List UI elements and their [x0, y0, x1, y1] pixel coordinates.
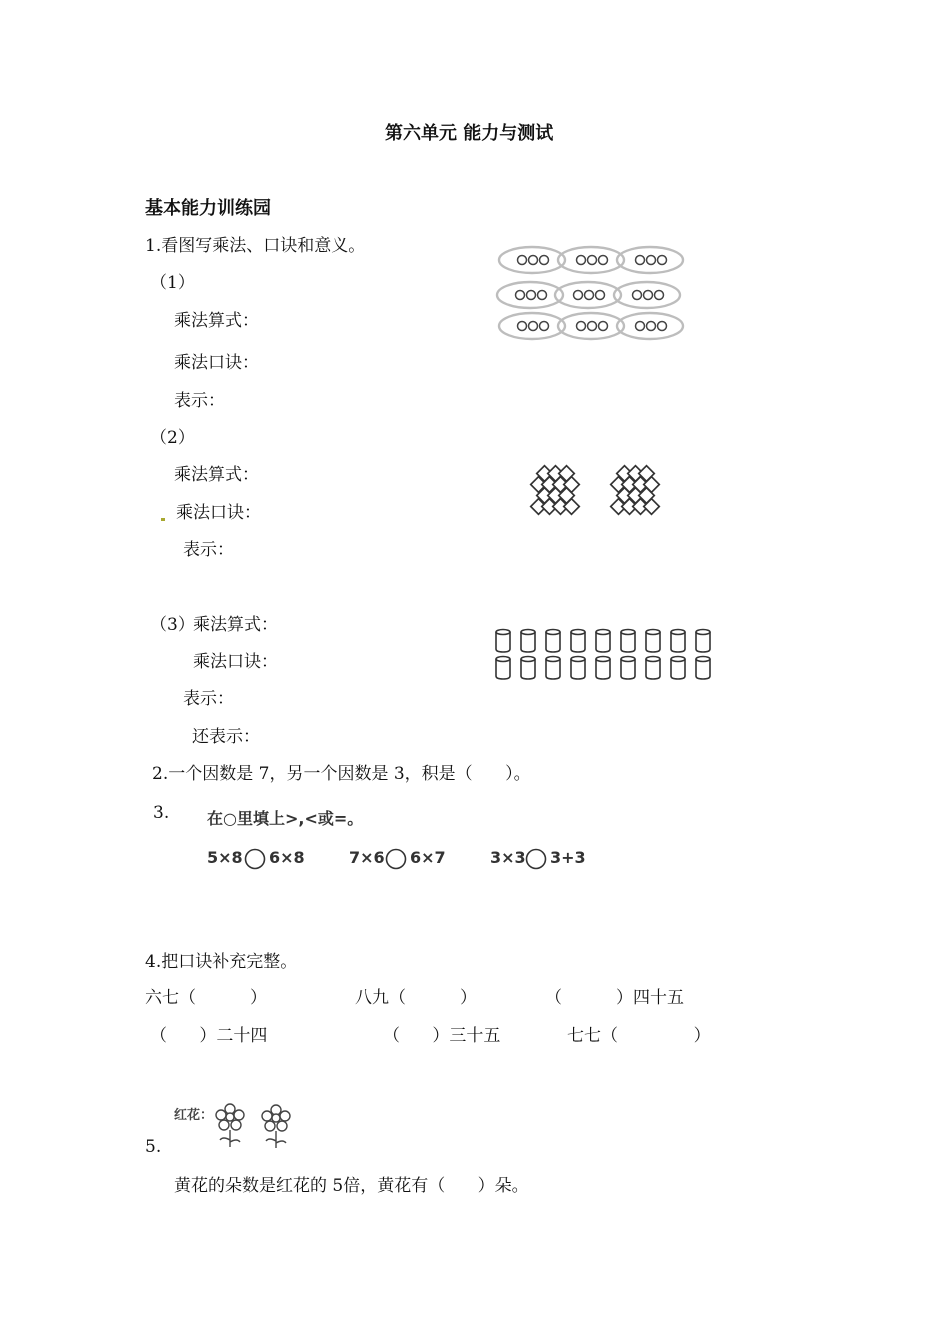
q4-row2-item3: 七七（ ） — [567, 1026, 711, 1046]
q3-item1-blank-circle[interactable] — [244, 848, 266, 870]
q1-part3-also-label: 还表示： — [192, 727, 260, 747]
q1-part2-label: （2） — [150, 428, 195, 448]
q5-number: 5. — [145, 1137, 162, 1157]
q4-row2-item1: （ ）二十四 — [150, 1026, 268, 1046]
q1-part2-formula-label: 乘法算式： — [174, 465, 259, 485]
q1-part3-rhyme-label: 乘法口诀： — [193, 652, 278, 672]
q1-part2-meaning-label: 表示： — [183, 540, 234, 560]
q1-stem: 1.看图写乘法、口诀和意义。 — [145, 236, 366, 256]
q3-number: 3. — [153, 803, 170, 823]
q5-text: 黄花的朵数是红花的 5倍，黄花有（ ）朵。 — [174, 1176, 529, 1196]
q1-part3-meaning-label: 表示： — [183, 689, 234, 709]
q3-item2-blank-circle[interactable] — [385, 848, 407, 870]
section-heading: 基本能力训练园 — [145, 198, 271, 219]
page-title: 第六单元 能力与测试 — [385, 123, 554, 144]
red-flower-icon — [259, 1104, 293, 1150]
cup-rows-figure — [492, 626, 717, 684]
q4-row1-item3: （ ）四十五 — [545, 988, 685, 1008]
q3-item1-right: 6×8 — [269, 848, 305, 867]
q1-part3-formula-label: 乘法算式： — [193, 615, 278, 635]
q3-item2-right: 6×7 — [410, 848, 446, 867]
q3-item3-right: 3+3 — [550, 848, 586, 867]
q1-part1-label: （1） — [150, 273, 195, 293]
q3-item1-left: 5×8 — [207, 848, 243, 867]
q5-red-flower-label: 红花： — [174, 1108, 214, 1123]
q1-part1-rhyme-label: 乘法口诀： — [174, 353, 259, 373]
q3-item3-blank-circle[interactable] — [525, 848, 547, 870]
q1-part1-meaning-label: 表示： — [174, 391, 225, 411]
q4-row2-item2: （ ）三十五 — [383, 1026, 501, 1046]
q3-item2-left: 7×6 — [349, 848, 385, 867]
q4-row1-item2: 八九（ ） — [355, 988, 478, 1008]
q2-text: 2.一个因数是 7，另一个因数是 3，积是（ ）。 — [152, 764, 531, 784]
q3-item3-left: 3×3 — [490, 848, 526, 867]
diamond-groups-figure — [528, 465, 670, 517]
circle-groups-figure — [495, 243, 690, 343]
q4-stem: 4.把口诀补充完整。 — [145, 952, 298, 972]
red-flower-icon — [213, 1103, 247, 1149]
q4-row1-item1: 六七（ ） — [145, 988, 268, 1008]
q1-part1-formula-label: 乘法算式： — [174, 311, 259, 331]
q3-instruction: 在○里填上>,<或=。 — [207, 809, 364, 828]
q1-part3-label: （3） — [150, 615, 195, 635]
q1-part2-rhyme-label: 乘法口诀： — [176, 503, 261, 523]
